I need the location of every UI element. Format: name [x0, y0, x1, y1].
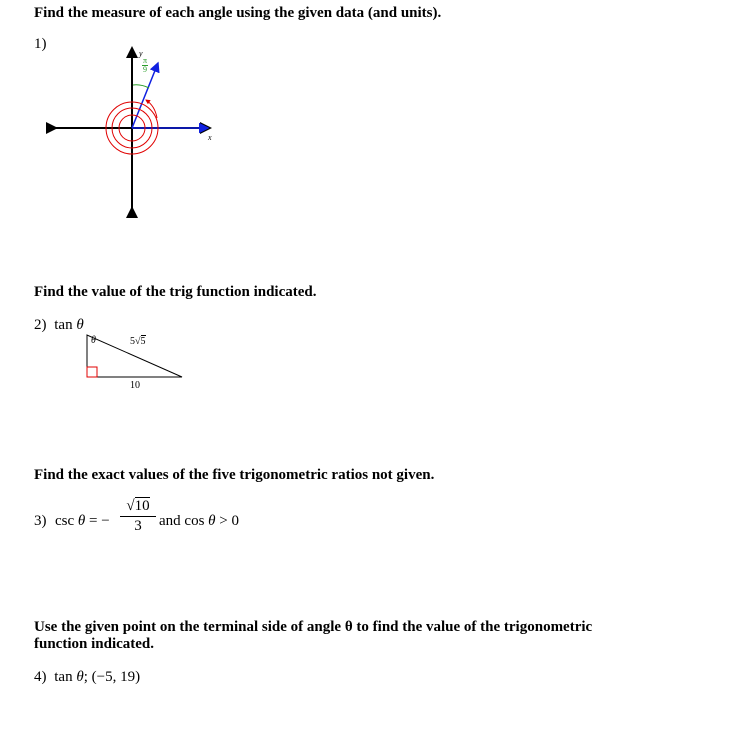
condition-and: and	[159, 513, 181, 529]
heading-five-ratios: Find the exact values of the five trigonometric ratios not given.	[34, 467, 435, 483]
problem-4	[34, 669, 140, 686]
problem-3-lhs	[55, 513, 110, 530]
x-axis-label: x	[208, 133, 212, 142]
problem-2-number: 2)	[34, 317, 47, 333]
problem-3-equals: = −	[89, 513, 110, 529]
fraction-numerator-radicand: 10	[134, 498, 150, 514]
right-angle-marker	[87, 367, 97, 377]
problem-1-number: 1)	[34, 36, 47, 52]
hypotenuse-label: 5√5	[130, 336, 146, 347]
condition-var: θ	[208, 513, 216, 529]
problem-2-func: tan	[54, 317, 73, 333]
hypotenuse-coef: 5	[130, 336, 135, 347]
problem-2-var: θ	[76, 317, 84, 333]
heading-terminal-side	[34, 619, 724, 653]
problem-3-func: csc	[55, 513, 75, 529]
condition-rest: > 0	[219, 513, 240, 529]
heading-terminal-side-line1: Use the given point on the terminal side of angle θ to find the value of the trigonometric	[34, 619, 593, 635]
y-axis-label: y	[139, 49, 143, 58]
problem-4-number: 4)	[34, 669, 47, 685]
condition-func: cos	[184, 513, 205, 529]
triangle-angle-label: θ	[91, 335, 96, 346]
heading-terminal-side-line2: function indicated.	[34, 636, 155, 652]
problem-3-fraction: √10 3	[120, 498, 156, 535]
fraction-denominator: 3	[120, 516, 156, 535]
problem-4-point: ; (−5, 19)	[83, 669, 141, 685]
problem-3-var: θ	[77, 513, 86, 529]
heading-angle-measure: Find the measure of each angle using the given data (and units).	[34, 5, 442, 21]
bottom-side-label: 10	[130, 380, 140, 391]
heading-trig-function: Find the value of the trig function indicated.	[34, 284, 317, 300]
hypotenuse-radicand: 5	[140, 336, 146, 347]
problem-3-condition	[159, 513, 239, 530]
angle-label-numerator: π	[142, 56, 148, 65]
angle-label-denominator: 9	[143, 65, 147, 74]
problem-4-func: tan	[54, 669, 73, 685]
problem-3-number: 3)	[34, 513, 47, 529]
problem-4-var: θ	[76, 669, 84, 685]
